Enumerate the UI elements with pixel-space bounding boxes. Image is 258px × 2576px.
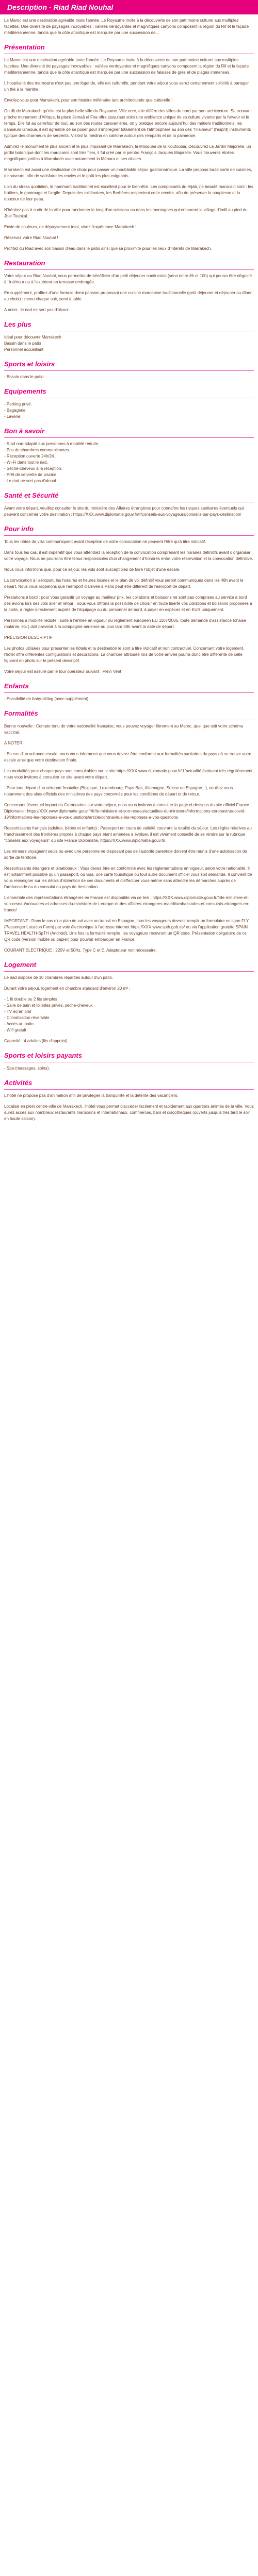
section-heading: Présentation: [4, 43, 45, 51]
section-8: [0, 682, 258, 702]
list-item: - Riad non-adapté aux personnes à mobilité réduite.: [4, 442, 100, 446]
section-heading: Enfants: [4, 682, 29, 690]
section-paragraph: Votre séjour au Riad Nouhal, vous permettra de bénéficier d'un petit déjeuner continental (servi entre 8h et 10h) qui pourra être dégusté à l'intérieur ou à l'extérieur en terrasse ombragée.: [4, 274, 252, 284]
section-paragraph: IMPORTANT : Dans le cas d'un plan de vol avec un transit en Espagne, tous les voyageurs devront remplir un formulaire en ligne FLY (Passenger Location Form) par voie électronique à l'adresse internet https://XXX.www.spth.gob.es/ ou via l'application gratuite SPAIN TRAVEL HEALTH-SpTH (Android). Une fois la formalité remplie, les voyageurs recevront un QR code. Présentation obligatoire de ce QR code (version mobile ou papier) pour pouvoir embarquer en France.: [4, 919, 249, 942]
section-3: [0, 360, 258, 380]
section-divider: [4, 971, 254, 972]
section-paragraph: Les photos utilisées pour présenter les hôtels et la destination le sont à titre indicatif et non contractuel. Concernant votre logement, l'hôtel offre différentes configurations et décorations. La chambre attribuée lors de votre arrivée pourra donc être différente de celle figurant en photo sur le présent descriptif.: [4, 646, 245, 663]
section-paragraph: Durant votre séjour, logement en chambre standard d'environ 20 m² :: [4, 986, 131, 991]
section-paragraph: Envolez-vous pour Marrakech, pour son histoire millénaire tant architecturale que culturelle !: [4, 98, 173, 103]
list-item: - Parking privé.: [4, 402, 32, 406]
section-paragraph: Marrakech est aussi une destination de choix pour passer un inoubliable séjour gastronomique. La ville propose toute sorte de cuisines, de saveurs, afin de satisfaire les envies et le goût les plus exigeants.: [4, 167, 252, 178]
list-item: - Le riad ne sert pas d'alcool.: [4, 479, 57, 483]
list-item: - Salle de bain et toilettes privés, sèche-cheveux: [4, 1003, 93, 1008]
section-paragraph: - En cas d'un vol avec escale, nous vous informons que vous devrez être conforme aux formalités sanitaires du pays où se trouve votre escale ainsi que votre destination finale.: [4, 752, 252, 762]
section-divider: [4, 269, 254, 270]
section-paragraph: Dans tous les cas, il est impératif que vous attendiez la réception de la convocation comprenant les horaires définitifs avant d'organiser votre voyage. Nous ne pourrons être tenus responsables d'un changement d'horaires entre votre réservation et la convocation définitive.: [4, 550, 253, 561]
list-item: Personnel accueillant: [4, 347, 44, 352]
section-paragraph: Admirez le monument le plus ancien et le plus imposant de Marrakech, la Mosquée de la Koutoubia. Découvrez Le Jardin Majorelle, un jardin botanique dont les marocains sont très fiers, il fut créé par le peintre François Jacques Majorelle. Vous trouverez étoiles magnifiques jardins à Marrakech avec notamment la Ménara et ses oliviers.: [4, 144, 251, 161]
list-item: - Laverie.: [4, 414, 22, 419]
section-heading: Equipements: [4, 387, 46, 395]
section-list: [4, 441, 254, 484]
section-7: [0, 525, 258, 675]
section-list: [4, 374, 254, 380]
section-note: Capacité : 4 adultes (lits d'appoint).: [4, 1039, 69, 1043]
section-heading: Pour info: [4, 525, 34, 533]
section-paragraph: L'ensemble des représentations étrangères en France est disponible via ce lien : https://XXX.www.diplomatie.gouv.fr/fr/le-ministere-et-son-reseau/annuaires-et-adresses-du-ministere-de-l-europe-et-des-affaires-etrangeres-maedi/ambassades-et-consulats-etrangers-en-france/: [4, 895, 250, 912]
section-heading: Sports et loisirs: [4, 360, 55, 368]
section-paragraph: Tous les hôtes de villa communiquent avant réception de votre convocation ne peuvent l'être qu'à titre indicatif.: [4, 539, 206, 544]
section-paragraph: - Pour tout départ d'un aéroport frontalier (Belgique, Luxembourg, Pays-Bas, Allemagne, Suisse ou Espagne...), veuillez vous notamment des sites officiels des ministères des pays concernés pour les conditions de départ et de retour.: [4, 786, 233, 796]
section-paragraph: Concernant l'éventuel impact du Coronavirus sur votre séjour, nous vous invitons à consulter la page ci-dessous du site officiel France Diplomatie : https://XXX.www.diplomatie.gouv.fr/fr/le-ministere-et-son-reseau/actualites-du-ministere/informations-coronavirus-covid-19/informations-les-reponses-a-vos-questions/article/coronavirus-les-reponses-a-vos-questions: [4, 803, 249, 820]
list-item: Bassin dans le patio: [4, 341, 41, 346]
section-paragraph: Profitez du Riad avec son bassin d'eau dans le patio ainsi que sa proximité pour les lieux d'intérêts de Marrakech.: [4, 246, 212, 251]
page: [0, 0, 258, 1122]
section-5: [0, 427, 258, 484]
section-paragraph: L'hôtel ne propose pas d'animation afin de privilégier la tranquillité et la détente des vacanciers.: [4, 1093, 179, 1098]
section-paragraph: Ressortissants français (adultes, bébés et enfants) : Passeport en cours de validité couvrant la totalité du séjour. Les règles relatives au franchissement des frontières propres à chaque pays étant amenées à évoluer, il est vivement conseillé de se rendre sur la rubrique "conseils aux voyageurs" du site France Diplomatie, https://XXX.www.diplomatie.gouv.fr/.: [4, 826, 252, 843]
section-heading: Restauration: [4, 259, 45, 267]
section-list: [4, 401, 254, 420]
section-heading: Bon à savoir: [4, 427, 45, 435]
list-item: - Wifi gratuit: [4, 1028, 26, 1032]
section-heading: Les plus: [4, 320, 31, 328]
section-list: [4, 696, 254, 702]
section-list: [4, 996, 254, 1033]
list-item: - Pas de chambres communicantes.: [4, 448, 70, 452]
list-item: - Accès au patio: [4, 1022, 34, 1026]
section-2: [0, 320, 258, 353]
section-heading: Formalités: [4, 709, 38, 717]
sections-container: [0, 43, 258, 1122]
list-item: - Wi-Fi dans tout le riad.: [4, 460, 48, 465]
list-item: - TV écran plat: [4, 1009, 31, 1014]
section-paragraph: Loin du stress quotidien, le hammam traditionnel est excellent pour le bien-être. Les composants du Hijab, (le beauté marocain sont : les fruitiers, le gommage et l'argile. Depuis des millénaires, les Berbères respectent cette recette, afin de préserver la souplesse et la douceur de leur peau.: [4, 184, 253, 201]
list-item: - 1 lit double ou 2 lits simples: [4, 997, 57, 1002]
list-item: - Climatisation réversible: [4, 1015, 50, 1020]
section-heading: Sports et loisirs payants: [4, 1052, 82, 1059]
section-9: [0, 709, 258, 954]
section-paragraph: L'hospitalité des marocains n'est pas une légende, elle est culturelle, pendant votre séjour vous serez certainement sollicité à partager un thé à la menthe.: [4, 81, 249, 92]
section-10: [0, 961, 258, 1044]
section-paragraph: Le riad dispose de 10 chambres réparties autour d'un patio.: [4, 975, 113, 980]
section-paragraph: Votre séjour est assuré par le tour opérateur suivant : Plein Vent: [4, 669, 121, 674]
section-paragraph: Les modalités pour chaque pays sont consultables sur le site https://XXX.www.diplomatie.gouv.fr/ L'actualité évoluant très régulièrement, nous vous invitons à consulter ce site avant votre départ.: [4, 769, 254, 779]
section-divider: [4, 370, 254, 371]
section-paragraph: A NOTER: [4, 741, 23, 745]
section-paragraph: PRÉCISION DESCRIPTIF: [4, 635, 53, 640]
list-item: - Sèche-cheveux à la réception.: [4, 466, 62, 471]
section-1: [0, 259, 258, 313]
list-item: - Bagagerie.: [4, 408, 27, 413]
section-divider: [4, 535, 254, 536]
section-paragraph: A noter : le riad ne sert pas d'alcool.: [4, 308, 70, 312]
page-title: Description - Riad Riad Nouhal: [7, 3, 114, 11]
list-item: - Spa (massages, soins).: [4, 1066, 50, 1071]
section-4: [0, 387, 258, 420]
list-item: - Possibilité de baby-sitting (avec supplément).: [4, 697, 90, 701]
section-paragraph: Envie de couleurs, de dépaysement total, vivez l'expérience Marrakech !: [4, 225, 137, 229]
section-list: [4, 334, 254, 353]
section-paragraph: Bonne nouvelle : Compte tenu de votre nationalité française, vous pouvez voyager librement au Maroc, quel que soit votre schéma vaccinal.: [4, 724, 243, 735]
section-paragraph: Localisé en plein centre-ville de Marrakech, l'hôtel vous permet d'accéder facilement et rapidement aux quartiers animés de la ville. Vous aurez accès aux nombreux restaurants marocains et internationaux, commerces, bars et discothèques (ouverts jusqu'à très tard le soir en haute saison).: [4, 1104, 254, 1121]
section-0: [0, 43, 258, 252]
section-paragraph: Personnes à mobilité réduite : suite à l'entrée en vigueur du règlement européen EU 1107/2006, toute demande d'assistance (chaise roulante, etc.) doit parvenir à la compagnie aérienne au plus tard 48h avant la date de départ.: [4, 618, 246, 629]
section-paragraph: Avant votre départ, veuillez consulter le site du ministère des Affaires étrangères pour connaître les risques sanitaires éventuels qui peuvent concerner votre destination : https://XXX.www.diplomatie.gouv.fr/fr/conseils-aux-voyageurs/conseils-par-pays-destination/: [4, 506, 244, 517]
section-divider: [4, 437, 254, 438]
list-item: - Prêt de serviette de piscine.: [4, 472, 58, 477]
section-11: [0, 1052, 258, 1072]
section-paragraph: Réservez votre Riad Nouhal !: [4, 235, 58, 240]
section-12: [0, 1079, 258, 1122]
list-item: - Bassin dans le patio.: [4, 375, 45, 379]
section-paragraph: Ressortissants étrangers et binationaux : Vous devez être en conformité avec les réglementations en vigueur, selon votre nationalité. Il est notamment possible qu'un passeport, ou visa, une carte touristique ou tout autre document officiel vous soit demandé. Il convient de vous renseigner sur les délais d'obtention de ces documents et d'effectuer vous-même sans attendre les démarches auprès de l'ambassade ou du consulat du pays de destination.: [4, 866, 252, 889]
section-heading: Santé et Sécurité: [4, 492, 59, 499]
section-heading: Activités: [4, 1079, 33, 1087]
section-paragraph: COURANT ELECTRIQUE : 220V et 50Hz. Type C et E. Adaptateur non nécessaire.: [4, 948, 157, 953]
section-heading: Logement: [4, 961, 37, 969]
section-paragraph: Prestations à bord : pour vous garantir un voyage au meilleur prix, les collations et boissons ne sont pas comprises au service à bord des avions lors des vols aller et retour ; nous vous offrons la possibilité de choisir en toute liberté vos collations et boissons proposées à la carte, à régler directement auprès de l'équipage ou du personnel de bord, à payer en espèces et en EUR uniquement.: [4, 595, 252, 612]
section-paragraph: Le Maroc est une destination agréable toute l'année. Le Royaume invite à la découverte de son patrimoine culturel aux multiples facettes. Une diversité de paysages incroyables : vallées verdoyantes et magnifiques canyons composent la région du Rif et la façade méditerranéenne, tandis que la côte atlantique est marquée par une succession de falaises de grès et de plages immenses.: [4, 58, 249, 75]
section-6: [0, 492, 258, 518]
intro-text: Le Maroc est une destination agréable toute l'année. Le Royaume invite à la découverte de son patrimoine culturel aux multiples facettes. Une diversité de paysages incroyables : vallées verdoyantes et magnifiques canyons composent la région du Rif et le façade méditerranéenne, tandis que la côte atlantique est marquée par une succession de…: [4, 18, 249, 35]
section-divider: [4, 1089, 254, 1090]
section-paragraph: N'hésitez pas à sortir de la ville pour randonner le long d'un ruisseau ou dans les montagnes qui entourent le village d'Imlil au pied du Jbel Toubkal.: [4, 208, 248, 218]
section-list: [4, 1065, 254, 1072]
list-item: - Réception ouverte 24h/24.: [4, 454, 55, 459]
list-item: Idéal pour découvrir Marrakech: [4, 335, 61, 340]
title-bar: [0, 0, 258, 14]
section-paragraph: La convocation à l'aéroport, les horaires et heures locales et le plan de vol définitif vous seront communiqués dans les 48h avant le départ. Nous vous rappelons que l'aéroport d'arrivée à Paris peut être différent de l'aéroport de départ.: [4, 578, 244, 589]
section-paragraph: Les mineurs voyageant seuls ou avec une personne ne disposant pas de l'autorité parentale doivent être munis d'une autorisation de sortie de territoire.: [4, 849, 247, 860]
section-divider: [4, 692, 254, 693]
section-paragraph: On dit de Marrakech qu'elle est la plus belle ville du Royaume. Ville ocre, elle diffère des villes du nord par son architecture. Se trouvant proche monument d'Afrique, la place Jemaâ el Fna offre jusqu'aux soirs une ambiance unique de sa culture vivante par la ferveur et le temps. Elle fut au carrefour de tout, au soir des routes caravanières, on y pratique encore aujourd'hui des métiers traditionnels, les danseurs Gnaoua, il est agréable de se poser pour s'imprégner totalement de l'atmosphère au son des "Hlaïmeur" (l'esprit) instruments typique des charmeurs de serpents. Visitez la médina en calèche autour des remparts et de la palmeraie.: [4, 109, 252, 138]
section-paragraph: Nous vous informons que, pour ce séjour, les vols sont susceptibles de faire l'objet d'une escale.: [4, 567, 181, 572]
section-paragraph: En supplément, profitez d'une formule demi-pension proposant une cuisine marocaine traditionnelle (petit déjeuner et déjeuner ou dîner, au choix) : menu chaque soir, servi à table.: [4, 291, 253, 301]
